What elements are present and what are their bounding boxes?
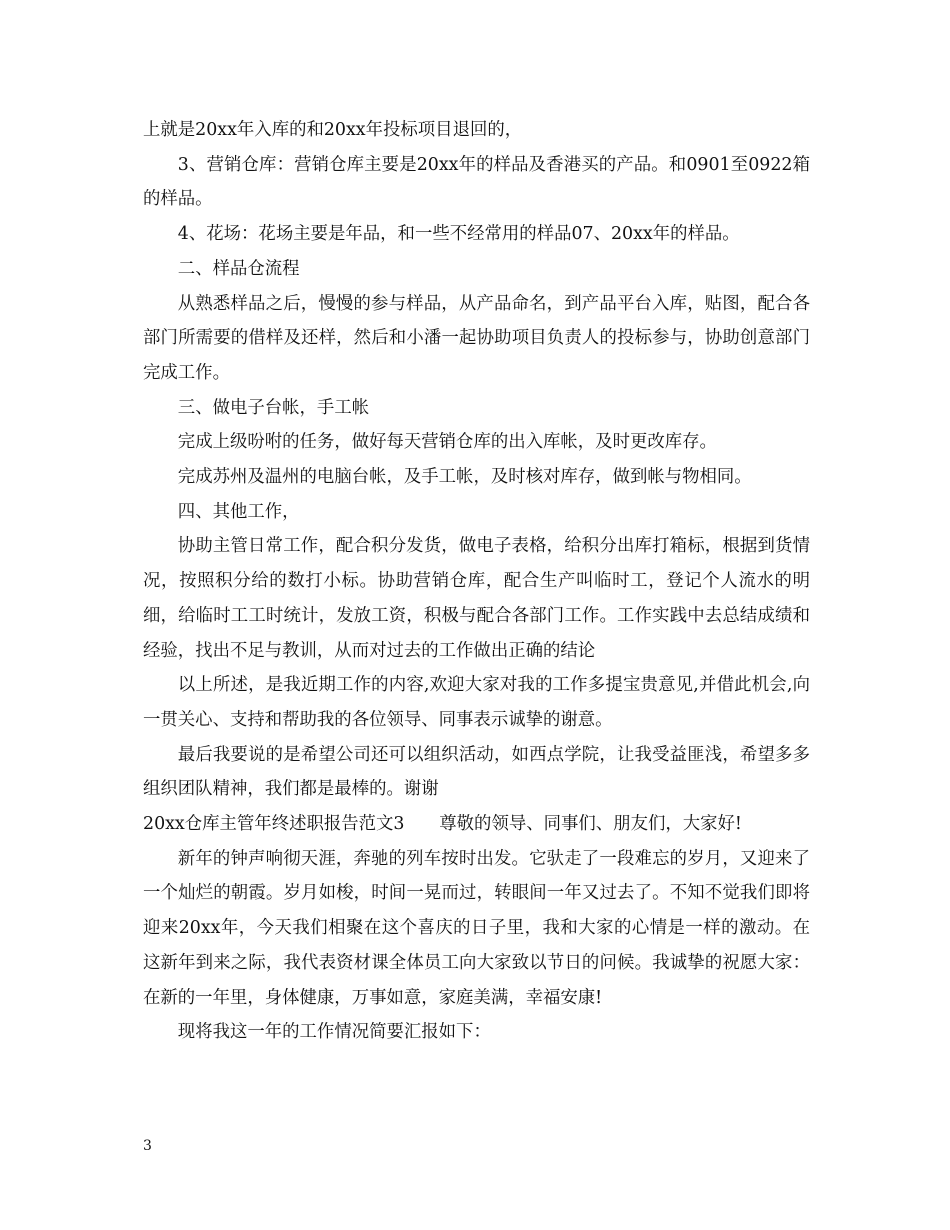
paragraph-5: 从熟悉样品之后，慢慢的参与样品，从产品命名，到产品平台入库，贴图，配合各部门所需要的借样及还样，然后和小潘一起协助项目负责人的投标参与，协助创意部门完成工作。 <box>143 293 810 383</box>
paragraph-14: 新年的钟声响彻天涯，奔驰的列车按时出发。它驮走了一段难忘的岁月，又迎来了一个灿烂的朝霞。岁月如梭，时间一晃而过，转眼间一年又过去了。不知不觉我们即将迎来20xx年，今天我们相聚在这个喜庆的日子里，我和大家的心情是一样的激动。在这新年到来之际，我代表资材课全体员工向大家致以节日的问候。我诚挚的祝愿大家：在新的一年里，身体健康，万事如意，家庭美满，幸福安康! <box>143 848 810 1008</box>
paragraph-2: 3、营销仓库：营销仓库主要是20xx年的样品及香港买的产品。和0901至0922箱的样品。 <box>143 154 810 210</box>
section-heading-4: 四、其他工作， <box>177 501 300 522</box>
paragraph-15: 现将我这一年的工作情况简要汇报如下： <box>177 1022 491 1043</box>
paragraph-7: 完成上级吩咐的任务，做好每天营销仓库的出入库帐，及时更改库存。 <box>177 432 717 453</box>
paragraph-10: 协助主管日常工作，配合积分发货，做电子表格，给积分出库打箱标，根据到货情况，按照积分给的数打小标。协助营销仓库，配合生产叫临时工，登记个人流水的明细，给临时工工时统计，发放工资，积极与配合各部门工作。工作实践中去总结成绩和经验，找出不足与教训，从而对过去的工作做出正确的结论 <box>143 536 810 661</box>
paragraph-3: 4、花场：花场主要是年品，和一些不经常用的样品07、20xx年的样品。 <box>177 224 740 245</box>
section-heading-3: 三、做电子台帐，手工帐 <box>177 397 370 418</box>
paragraph-11: 以上所述，是我近期工作的内容,欢迎大家对我的工作多提宝贵意见,并借此机会,向一贯关心、支持和帮助我的各位领导、同事表示诚挚的谢意。 <box>143 675 810 730</box>
report-title-line: 20xx仓库主管年终述职报告范文3 尊敬的领导、同事们、朋友们，大家好! <box>143 814 742 835</box>
paragraph-12: 最后我要说的是希望公司还可以组织活动，如西点学院，让我受益匪浅，希望多多组织团队精神，我们都是最棒的。谢谢 <box>143 744 810 800</box>
paragraph-1: 上就是20xx年入库的和20xx年投标项目退回的， <box>143 120 523 140</box>
page-number: 3 <box>143 1138 152 1154</box>
document-body <box>143 113 810 1050</box>
section-heading-2: 二、样品仓流程 <box>177 258 300 279</box>
paragraph-8: 完成苏州及温州的电脑台帐，及手工帐，及时核对库存，做到帐与物相同。 <box>177 467 752 488</box>
